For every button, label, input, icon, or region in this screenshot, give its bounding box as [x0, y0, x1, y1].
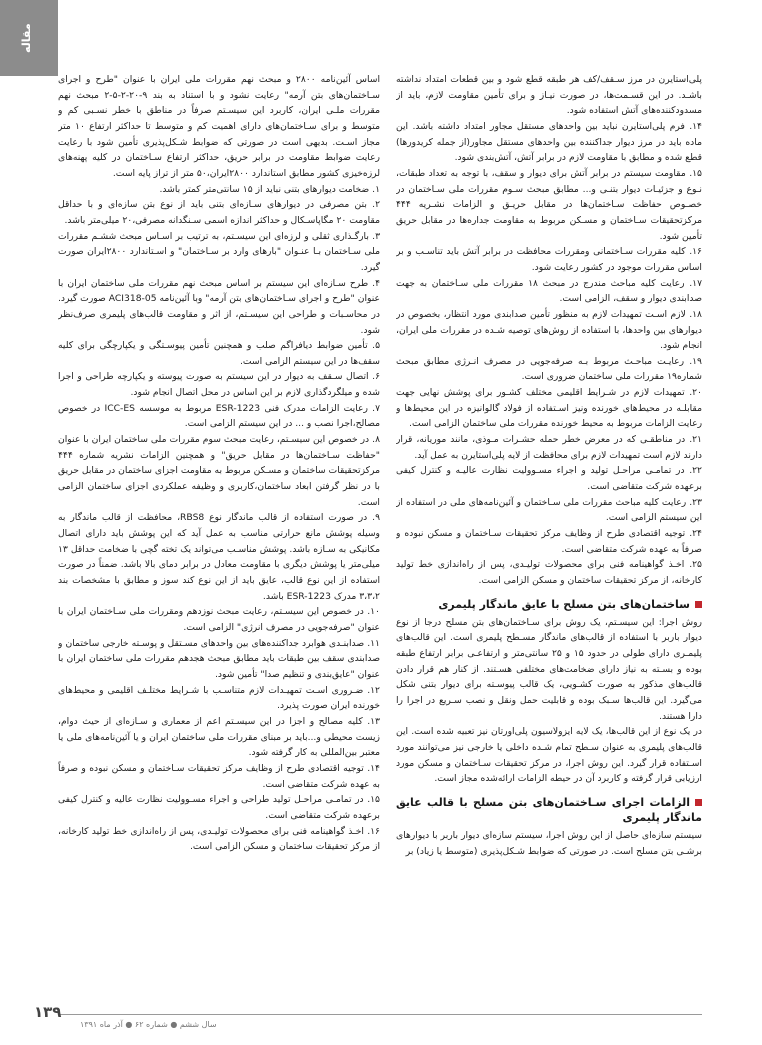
- paragraph: ۱۵. در تمامـی مراحـل تولید طراحی و اجراء مسـوولیت نظارت عالیه و کنترل کیفی برعهده شرکت متقاضی است.: [58, 794, 380, 821]
- paragraph: ۱۲. ضـروری اسـت تمهیـدات لازم متناسـب با شـرایط مختلـف اقلیمی و محیط‌های خورنده ایران صورت پذیرد.: [58, 684, 380, 712]
- footer-issue-info: سال ششم ● شماره ۶۲ ● آذر ماه ۱۳۹۱: [80, 1020, 217, 1029]
- paragraph: سیستم سازه‌ای حاصل از این روش اجرا، سیستم سازه‌ای دیوار باربر با دیوارهای برشـی بتن مسلح است. در صورتی که ضوابط شـکل‌پذیری (متوسط یا زیاد) بر: [396, 829, 702, 857]
- section-heading-2: [396, 795, 702, 825]
- paragraph: ۱۶. کلیه مقررات سـاختمانی ومقررات محافظت در برابر آتش باید تناسـب و بر اساس مقررات موجود در کشور رعایت شود.: [396, 246, 702, 273]
- paragraph: در یک نوع از این قالب‌ها، یک لایه ایزولاسیون پلی‌اورتان نیز تعبیه شده است. این قالب‌های پلیمری به عنوان سـطح تمام شـده داخلی یا خارجی نیز می‌توانند مورد اسـتفاده قرار گیرد. این روش اجرا، در مرکز تحقیقات سـاختمان و مسکن مورد ارزیابی قرار گرفته و کاربرد آن در حیطه الزامات ارائه‌شده مجاز است.: [396, 726, 702, 785]
- paragraph: روش اجرا: این سیسـتم، یک روش برای سـاختمان‌های بتن مسلح درجا از نوع دیوار باربر با استفاده از قالب‌های ماندگار مسـطح پلیمری است. این قالب‌های پلیمـری دارای طولی در حدود ۱۵ و ۲۵ سانتی‌متر و ارتفاعـی برابر ارتفاع طبقه بوده و بسـته به نیاز دارای ضخامت‌های مختلفی هسـتند. از کنار هم قرار دادن قالب‌های مذکور به صورت کشـویی، یک قالب پیوسـته برای دیوار بتنی شکل می‌گیرد. این قالب‌ها سـبک بوده و قابلیت حمل ونقل و نصب سـریع در اجرا را دارا هستند.: [396, 616, 702, 722]
- paragraph: ۱۳. کلیه مصالح و اجزا در این سیسـتم اعم از معماری و سـازه‌ای از حیث دوام، زیست محیطی و...باید بر مبنای مقررات ملی ساختمان ایران و یا آئین‌نامه‌های ملی یا معتبر بین‌المللی به کار گرفته شود.: [58, 715, 380, 759]
- paragraph: ۹. در صورت استفاده از قالب ماندگار نوع RBS8، محافظت از قالب ماندگار به وسیله پوشش مانع حرارتی مناسب به عمل آید که این پوشش باید دارای اتصال مکانیکی به سـازه باشد. پوشش مناسـب می‌تواند یک تخته گچی با ضخامت حداقل ۱۳ میلی‌متر یا پوشش دیگری با مقاومت معادل در برابر دمای بالا باشد. ضمناً در صورت استفاده از این نوع قالب، عایق باید از این نوع کند سوز و مطابق با مشخصات بند ۳،۳،۲ مدرک ESR-1223 باشد.: [58, 512, 380, 602]
- paragraph: ۲۱. در مناطقـی که در معرض خطر حمله حشـرات مـوذی، مانند موریانه، قرار دارند لازم است تمهیدات لازم برای محافظت از لایه پلی‌استایرن به عمل آید.: [396, 434, 702, 461]
- paragraph: ۲۳. رعایت کلیه مباحث مقررات ملی سـاختمان و آئین‌نامه‌های ملی در استفاده از این سیستم الزامی است.: [396, 496, 702, 524]
- paragraph: ۱۹. رعایـت مباحـث مربوط بـه صرفه‌جویی در مصرف انـرژی مطابق مبحث شماره۱۹ مقررات ملی ساختمان ضروری است.: [396, 355, 702, 383]
- paragraph: ۳. بارگـذاری ثقلی و لرزه‌ای این سیسـتم، به ترتیب بر اسـاس مبحث ششـم مقررات ملی سـاختمان بـا عنـوان "بارهای وارد بر سـاختمان" و اسـتاندارد ۲۸۰۰ایران صورت گیرد.: [58, 230, 380, 273]
- page-number: ۱۳۹: [34, 1003, 62, 1021]
- heading-text: ساختمان‌های بتن مسلح با عایق ماندگار پلیمری: [438, 597, 690, 611]
- paragraph: ۷. رعایت الزامات مدرک فنی ESR-1223 مربوط به موسسه ICC-ES در خصوص مصالح،اجرا نصب و ... در این سیستم الزامی است.: [58, 402, 380, 430]
- paragraph: ۱۴. توجیه اقتصادی طرح از وظایف مرکز تحقیقات سـاختمان و مسکن نبوده و صرفاً به عهده شرکت متقاضی است.: [58, 762, 380, 790]
- right-column: [396, 72, 702, 960]
- heading-marker-icon: [695, 799, 702, 806]
- paragraph: ۱. ضخامت دیوارهای بتنی نباید از ۱۵ سانتی‌متر کمتر باشد.: [159, 183, 380, 195]
- paragraph: ۱۸. لازم اسـت تمهیدات لازم به منظور تأمین صدابندی مورد انتظار، بخصوص در دیوارهای بین واحدها، با استفاده از روش‌های توصیه شـده در مقررات ملی ایران، انجام شود.: [396, 308, 702, 352]
- section-tab-label: مقاله: [20, 23, 33, 53]
- paragraph: ۱۶. اخـذ گواهینامه فنی برای محصولات تولیـدی، پس از راه‌اندازی خط تولید کارخانه، از مرکز تحقیقات ساختمان و مسکن الزامی است.: [58, 825, 380, 853]
- heading-text: الزامات اجرای سـاختمان‌های بتن مسلح با قالب عایق ماندگار پلیمری: [396, 795, 702, 824]
- paragraph: ۶. اتصال سـقف به دیوار در این سیستم به صورت پیوسته و یکپارچه طراحی و اجرا شده و میلگردگذاری لازم بر این اساس در محل اتصال انجام شود.: [58, 371, 380, 399]
- paragraph: ۲۲. در تمامـی مراحـل تولید و اجراء مسـوولیت نظارت عالیـه و کنترل کیفی برعهده شرکت متقاضی است.: [396, 465, 702, 493]
- paragraph: ۱۱. صدابنـدی هوابرد جداکننده‌های بین واحدهای مسـتقل و پوسـته خارجی ساختمان و صدابندی سقف بین طبقات باید مطابق مبحث هجدهم مقررات ملی ساختمان ایران با عنوان "عایق‌بندی و تنظیم صدا" تأمین شود.: [58, 637, 380, 680]
- left-column: [58, 72, 380, 960]
- section-tab: [0, 0, 58, 76]
- paragraph: اساس آئین‌نامه ۲۸۰۰ و مبحث نهم مقررات ملی ایران با عنوان "طرح و اجرای سـاختمان‌های بتن آرمه" رعایت نشود و با استناد به بند ۹-۲۰-۲-۵-۲ مبحث نهم مقررات ملـی ایران، کاربرد این سیسـتم صرفاً در مناطق با خطر نسـبی کم و متوسط و برای سـاختمان‌های دارای اهمیت کم و متوسط تا حداکثر ارتفاع ۱۰ متر مجاز اسـت. بدیهی است در صورتی که ضوابط شـکل‌پذیری تأمین شود با رعایت رعایت ضوابط مقاومت در برابر حریق، حداکثر ارتفاع سـاختمان در کلیه پهنه‌های لرزه‌خیزی کشور مطابق استاندارد ۲۸۰۰ایران،۵۰ متر از تراز پایه است.: [58, 74, 380, 179]
- paragraph: ۲۴. توجیه اقتصادی طرح از وظایف مرکز تحقیقات سـاختمان و مسکن نبوده و صرفاً به عهده شرکت متقاضی است.: [396, 528, 702, 555]
- section-heading-1: [396, 597, 702, 612]
- paragraph: ۱۴. فرم پلی‌استایرن نباید بین واحدهای مستقل مجاور امتداد داشته باشد. این ماده باید در مرز دیوار جداکننده بین واحدهای مستقل مجاور(از جمله کریدورها) قطع شده و مطابق با مقاومت لازم در برابر آتش، آتش‌بندی شود.: [396, 120, 702, 164]
- paragraph: ۲۰. تمهیدات لازم در شـرایط اقلیمی مختلف کشـور برای پوشش نهایی جهت مقابلـه در محیط‌های خورنده ونیز اسـتفاده از فولاد گالوانیزه در این محیط‌ها و رعایت الزامات مربوط به محیط خورنده مقررات ملی ساختمان الزامی است.: [396, 387, 702, 430]
- paragraph: ۴. طرح سـازه‌ای این سیستم بر اساس مبحث نهم مقررات ملی ساختمان ایران با عنوان "طرح و اجرای سـاختمان‌های بتن آرمه" وبا آئین‌نامه ACI318-05 صورت گیرد. در محاسـبات و طراحی این سیسـتم، از اثر و مقاومت قالب‌های پلیمری صرف‌نظر شود.: [58, 277, 380, 336]
- paragraph: ۵. تأمین ضوابط دیافراگم صلب و همچنین تأمین پیوسـتگی و یکپارچگی برای کلیه سقف‌ها در این سیستم الزامی است.: [58, 340, 380, 367]
- paragraph: ۱۵. مقاومت سیستم در برابر آتش برای دیوار و سقف، با توجه به تعداد طبقات، نـوع و جزئیـات دیوار بتنـی و... مطابق مبحث سـوم مقررات ملی سـاختمان در خصـوص حفاظت سـاختمان‌ها در مقابل حریـق و الزامات نشـریه ۴۴۴ مرکزتحقیقات سـاختمان و مسـکن مربوط به مقاومت جداره‌ها در مقابل حریق تأمین شود.: [396, 167, 702, 242]
- paragraph: پلی‌استایرن در مرز سـقف/کف هر طبقه قطع شود و بین قطعات امتداد نداشته باشـد. در این قسـمت‌ها، در صورت نیـاز و برای تأمین مقاومت لازم، باید از مسدودکننده‌های آتش استفاده شود.: [396, 74, 702, 117]
- paragraph: ۱۰. در خصوص این سیسـتم، رعایت مبحث نوزدهم ومقررات ملی سـاختمان ایران با عنوان "صرفه‌جویی در مصرف انرژی" الزامی است.: [58, 606, 380, 633]
- heading-marker-icon: [695, 601, 702, 608]
- paragraph: ۲. بتن مصرفی در دیوارهای سـازه‌ای بتنی باید از نوع بتن سازه‌ای و با حداقل مقاومت ۲۰ مگاپاسـکال و حداکثر اندازه اسمی سـنگدانه مصرفی،۲۰ میلی‌متر باشد.: [58, 199, 380, 226]
- footer-divider: [58, 1014, 702, 1015]
- paragraph: ۲۵. اخـذ گواهینامه فنی برای محصولات تولیـدی، پس از راه‌اندازی خط تولید کارخانه، از مرکز تحقیقات ساختمان و مسکن الزامی است.: [396, 559, 702, 586]
- paragraph: ۸. در خصوص این سیسـتم، رعایت مبحث سوم مقررات ملی ساختمان ایران با عنوان "حفاظت سـاختمان‌ها در مقابل حریق" و همچنین الزامات نشریه شماره ۴۴۴ مرکزتحقیقات ساختمان و مسـکن مربوط به مقاومت اجزای ساختمان در مقابل حریق با در نظر گرفتن ابعاد ساختمان،کاربری و وظیفه عملکردی اجزای ساختمان الزامی است.: [58, 434, 380, 508]
- paragraph: ۱۷. رعایت کلیه مباحث مندرج در مبحث ۱۸ مقررات ملی سـاختمان به جهت صدابندی دیوار و سقف، الزامی است.: [396, 277, 702, 305]
